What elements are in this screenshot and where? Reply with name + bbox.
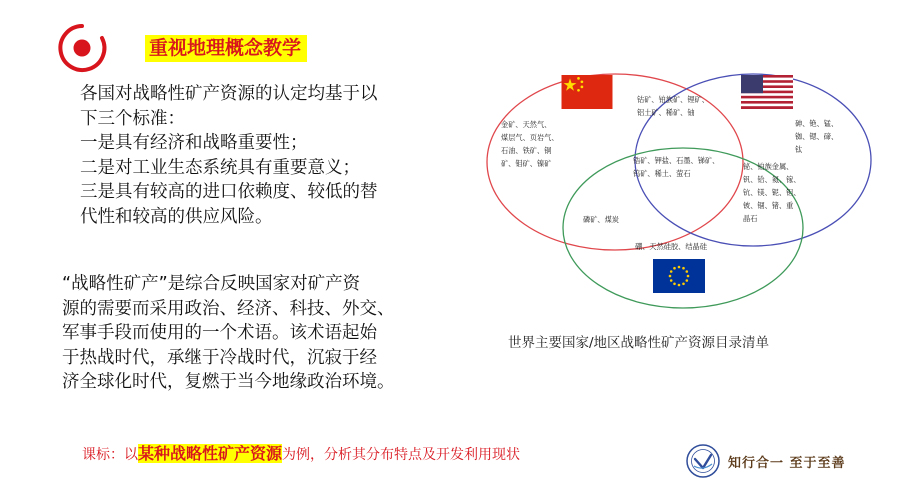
school-emblem-icon	[686, 444, 720, 478]
criteria-line: 各国对战略性矿产资源的认定均基于以	[80, 84, 378, 104]
mineral-line: 铝土矿、稀矿、铀	[637, 108, 695, 117]
concept-text	[62, 272, 457, 395]
mineral-line: 矿、钼矿、镍矿	[501, 159, 552, 168]
concept-line: “战略性矿产”是综合反映国家对矿产资	[62, 274, 361, 294]
curriculum-prefix: 课标：以	[82, 447, 138, 463]
mineral-line: 钛	[795, 145, 803, 154]
all-three-list	[633, 154, 719, 180]
eu-flag-icon	[653, 259, 705, 293]
eu-only-list	[635, 240, 707, 253]
mineral-line: 铷、锶、碲、	[795, 132, 839, 141]
concept-line: 源的需要而采用政治、经济、科技、外交、	[62, 298, 395, 319]
concept-line: 军事手段而使用的一个术语。该术语起始	[62, 323, 377, 343]
criteria-text	[80, 82, 450, 229]
mineral-line: 钴矿、铂族矿、锂矿、	[637, 95, 709, 104]
venn-diagram	[485, 60, 880, 310]
china-eu-list	[583, 213, 619, 226]
mineral-line: 铋、铂族金属、	[743, 162, 794, 171]
concept-line: 于热战时代，承继于冷战时代，沉寂于经	[62, 347, 377, 368]
mineral-line: 钒、铪、氦、镓、	[743, 175, 801, 184]
criteria-line: 二是对工业生态系统具有重要意义；	[80, 157, 360, 178]
venn-caption: 世界主要国家/地区战略性矿产资源目录清单	[508, 335, 770, 351]
mineral-line: 砷、铯、锰、	[795, 119, 839, 128]
mineral-line: 钪、镁、铌、钽、	[743, 188, 801, 197]
concept-line: 济全球化时代，复燃于当今地缘政治环境。	[62, 372, 395, 392]
china-flag-icon	[561, 75, 613, 109]
mineral-line: 磷矿、煤炭	[583, 215, 619, 224]
mineral-line: 金矿、天然气、	[501, 120, 552, 129]
mineral-line: 铍、锢、锗、重	[743, 201, 794, 210]
mineral-line: 硼、天然硅胶、结晶硅	[635, 242, 707, 251]
criteria-line: 三是具有较高的进口依赖度、较低的替	[80, 182, 378, 202]
page-title: 重视地理概念教学	[145, 35, 307, 62]
school-motto: 知行合一 至于至善	[728, 456, 846, 471]
criteria-line: 下三个标准：	[80, 108, 185, 129]
usa-only-list	[795, 117, 838, 156]
mineral-line: 石油、铁矿、铜	[501, 146, 552, 155]
china-usa-list	[637, 93, 709, 119]
china-only-list	[501, 118, 559, 170]
criteria-line: 一是具有经济和战略重要性；	[80, 133, 308, 153]
criteria-line: 代性和较高的供应风险。	[80, 206, 273, 227]
mineral-line: 锆矿、钾盐、石墨、锑矿、	[633, 156, 720, 165]
curriculum-standard	[82, 441, 520, 464]
mineral-line: 煤层气、页岩气、	[501, 133, 559, 142]
usa-eu-list	[743, 160, 801, 225]
curriculum-highlight: 某种战略性矿产资源	[138, 444, 283, 463]
mineral-line: 钨矿、稀土、萤石	[633, 169, 691, 178]
usa-flag-icon	[741, 75, 793, 109]
curriculum-suffix: 为例，分析其分布特点及开发利用现状	[282, 447, 521, 463]
presentation-logo-icon	[54, 20, 110, 76]
mineral-line: 晶石	[743, 214, 758, 223]
